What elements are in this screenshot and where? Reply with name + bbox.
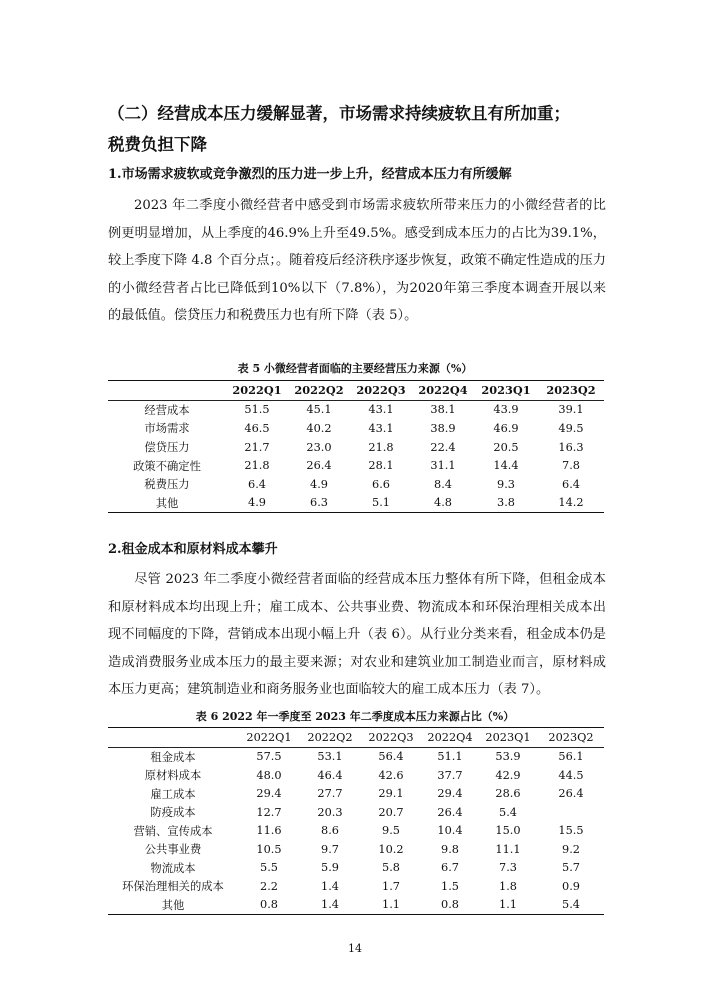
table5-cell: 38.1	[430, 403, 456, 417]
table6-cell: 46.4	[317, 768, 343, 782]
table5-cell: 16.3	[558, 440, 584, 454]
table6-cell: 1.1	[360, 896, 422, 915]
table5-caption: 表 5 小微经营者面临的主要经营压力来源（%）	[237, 362, 473, 375]
subsection-1-paragraph-text: 2023 年二季度小微经营者中感受到市场需求疲软所带来压力的小微经营者的比例更明显增加，从上季度的46.9%上升至49.5%。感受到成本压力的占比为39.1%，较上季度下降 4.8 个百分点；。随着疫后经济秩序逐步恢复，政策不确定性造成的压力的小微经营者占比已降低到10%以下（7.8%），为2020年第三季度本调查开展以来的最低值。偿贷压力和税费压力也有所下降（表 5）。	[108, 198, 606, 323]
table5-cell: 9.3	[497, 477, 515, 491]
table6-cell: 0.9	[562, 879, 580, 893]
table5-header-cell: 2023Q2	[538, 381, 604, 401]
table5-cell: 21.8	[368, 440, 394, 454]
table6-cell: 1.7	[382, 879, 400, 893]
subsection-2-paragraph	[108, 566, 606, 704]
table6-cell: 15.5	[558, 824, 584, 838]
table5-cell: 4.8	[412, 494, 474, 513]
table6-row-label: 环保治理相关的成本	[122, 880, 224, 894]
table5-cell: 21.7	[244, 440, 270, 454]
table5-header-cell: 2022Q4	[412, 381, 474, 401]
subsection-1-heading: 1.市场需求疲软或竞争激烈的压力进一步上升，经营成本压力有所缓解	[108, 167, 512, 182]
table5-cell: 6.4	[562, 477, 580, 491]
table5-cell: 26.4	[306, 459, 332, 473]
table6-cell: 53.1	[317, 750, 343, 764]
table5-cell: 40.2	[306, 421, 332, 435]
table6-cell: 10.4	[437, 824, 463, 838]
table6-cell	[538, 803, 604, 822]
table6-cell: 6.7	[441, 861, 459, 875]
table6-cell: 20.7	[378, 805, 404, 819]
table-row	[108, 877, 604, 896]
table6-cell: 12.7	[256, 805, 282, 819]
table6-cell: 9.5	[382, 824, 400, 838]
table6-header-cell: 2022Q1	[238, 728, 300, 748]
page-number: 14	[348, 942, 362, 955]
table5-header-row	[108, 381, 604, 401]
table5-header-cell: 2022Q2	[288, 381, 350, 401]
table6-cell: 29.1	[378, 787, 404, 801]
table5-header-cell	[108, 381, 226, 401]
table5-header-cell: 2023Q1	[474, 381, 538, 401]
table6-cell: 5.4	[538, 896, 604, 915]
table-row	[108, 419, 604, 438]
table6-row-label: 原材料成本	[144, 769, 202, 783]
table5-row-label: 经营成本	[144, 403, 190, 417]
table-row	[108, 785, 604, 804]
table5-cell: 6.3	[288, 494, 350, 513]
table6-cell: 11.6	[256, 824, 282, 838]
section-title-line2: 税费负担下降	[108, 135, 207, 154]
table-row	[108, 859, 604, 878]
table5-cell: 3.8	[474, 494, 538, 513]
table6-cell: 26.4	[558, 787, 584, 801]
table5-cell: 51.5	[244, 403, 270, 417]
table6-cell: 15.0	[495, 824, 521, 838]
table6-cell: 56.4	[378, 750, 404, 764]
table6-cell: 0.8	[422, 896, 478, 915]
table5-cell: 38.9	[430, 421, 456, 435]
table5-cell: 4.9	[226, 494, 288, 513]
table6-header-cell: 2022Q2	[300, 728, 360, 748]
table6-cell: 27.7	[317, 787, 343, 801]
table-row	[108, 896, 604, 915]
table5-cell: 4.9	[310, 477, 328, 491]
table6	[108, 727, 604, 915]
table6-cell: 48.0	[256, 768, 282, 782]
table6-cell: 26.4	[437, 805, 463, 819]
table6-cell: 5.8	[382, 861, 400, 875]
table5-cell: 45.1	[306, 403, 332, 417]
table6-row-label: 租金成本	[150, 750, 196, 764]
table5-cell: 43.9	[493, 403, 519, 417]
table5-cell: 7.8	[562, 459, 580, 473]
table5-cell: 43.1	[368, 403, 394, 417]
table6-row-label: 公共事业费	[144, 843, 202, 857]
table6-cell: 42.9	[495, 768, 521, 782]
table6-row-label: 防疫成本	[150, 806, 196, 820]
table5-cell: 49.5	[558, 421, 584, 435]
section-title-continued	[108, 127, 628, 163]
table6-cell: 1.4	[321, 879, 339, 893]
table-row	[108, 400, 604, 419]
table5-row-label: 税费压力	[144, 478, 190, 492]
table5-header-cell: 2022Q3	[350, 381, 412, 401]
table5-cell: 14.4	[493, 459, 519, 473]
table-row	[108, 766, 604, 785]
table6-header-cell: 2023Q1	[478, 728, 538, 748]
table6-cell: 1.4	[300, 896, 360, 915]
table6-cell: 9.8	[441, 842, 459, 856]
table6-cell: 29.4	[256, 787, 282, 801]
table6-cell: 42.6	[378, 768, 404, 782]
table6-cell: 44.5	[558, 768, 584, 782]
table5-cell: 43.1	[368, 421, 394, 435]
table5-header-cell: 2022Q1	[226, 381, 288, 401]
table-row	[108, 494, 604, 513]
table6-row-label: 物流成本	[150, 861, 196, 875]
table5-row-label: 政策不确定性	[133, 459, 201, 473]
table6-row-label: 营销、宣传成本	[133, 824, 213, 838]
table6-cell: 29.4	[437, 787, 463, 801]
table5-cell: 46.9	[493, 421, 519, 435]
table6-header-row	[108, 728, 604, 748]
table6-header-cell: 2022Q3	[360, 728, 422, 748]
table5	[108, 380, 604, 513]
table5-row-label: 偿贷压力	[144, 441, 190, 455]
section-title-line1: （二）经营成本压力缓解显著，市场需求持续疲软且有所加重；	[108, 104, 570, 123]
table5-cell: 6.6	[372, 477, 390, 491]
table6-cell: 51.1	[437, 750, 463, 764]
table5-row-label: 市场需求	[144, 422, 190, 436]
table6-cell: 10.5	[256, 842, 282, 856]
table6-header-cell: 2022Q4	[422, 728, 478, 748]
table-row	[108, 822, 604, 841]
table6-cell: 56.1	[558, 750, 584, 764]
table5-cell: 5.1	[350, 494, 412, 513]
table6-cell: 53.9	[495, 750, 521, 764]
table-row	[108, 840, 604, 859]
subsection-2-paragraph-text: 尽管 2023 年二季度小微经营者面临的经营成本压力整体有所下降，但租金成本和原材料成本均出现上升；雇工成本、公共事业费、物流成本和环保治理相关成本出现不同幅度的下降，营销成本出现小幅上升（表 6）。从行业分类来看，租金成本仍是造成消费服务业成本压力的最主要来源；对农业和建筑业加工制造业而言，原材料成本压力更高；建筑制造业和商务服务业也面临较大的雇工成本压力（表 7）。	[108, 572, 606, 697]
table6-cell: 37.7	[437, 768, 463, 782]
table6-cell: 11.1	[495, 842, 521, 856]
table6-cell: 1.8	[499, 879, 517, 893]
subsection-1-paragraph	[108, 192, 606, 330]
table6-cell: 5.9	[321, 861, 339, 875]
table-row	[108, 475, 604, 494]
table5-cell: 22.4	[430, 440, 456, 454]
table5-cell: 31.1	[430, 459, 456, 473]
table6-cell: 2.2	[260, 879, 278, 893]
table6-cell: 9.2	[562, 842, 580, 856]
table5-cell: 14.2	[538, 494, 604, 513]
table6-cell: 57.5	[256, 750, 282, 764]
table6-cell: 0.8	[238, 896, 300, 915]
table5-cell: 23.0	[306, 440, 332, 454]
table5-cell: 39.1	[558, 403, 584, 417]
table6-row-label: 雇工成本	[150, 787, 196, 801]
table6-caption: 表 6 2022 年一季度至 2023 年二季度成本压力来源占比（%）	[195, 710, 515, 723]
table6-cell: 5.7	[562, 861, 580, 875]
table5-cell: 21.8	[244, 459, 270, 473]
table5-cell: 8.4	[434, 477, 452, 491]
table6-row-label: 其他	[108, 896, 238, 915]
table6-cell: 28.6	[495, 787, 521, 801]
table6-cell: 5.4	[499, 805, 517, 819]
table5-cell: 28.1	[368, 459, 394, 473]
table6-cell: 1.1	[478, 896, 538, 915]
table6-cell: 20.3	[317, 805, 343, 819]
table6-cell: 1.5	[441, 879, 459, 893]
table5-cell: 46.5	[244, 421, 270, 435]
table5-cell: 20.5	[493, 440, 519, 454]
table6-header-cell: 2023Q2	[538, 728, 604, 748]
table-row	[108, 803, 604, 822]
table6-cell: 10.2	[378, 842, 404, 856]
table-row	[108, 438, 604, 457]
table6-cell: 5.5	[260, 861, 278, 875]
table5-row-label: 其他	[108, 494, 226, 513]
table5-cell: 6.4	[248, 477, 266, 491]
table-row	[108, 747, 604, 766]
table-row	[108, 456, 604, 475]
table6-cell: 9.7	[321, 842, 339, 856]
table6-header-cell	[108, 728, 238, 748]
table6-cell: 8.6	[321, 824, 339, 838]
table6-cell: 7.3	[499, 861, 517, 875]
subsection-2-heading: 2.租金成本和原材料成本攀升	[108, 542, 278, 557]
